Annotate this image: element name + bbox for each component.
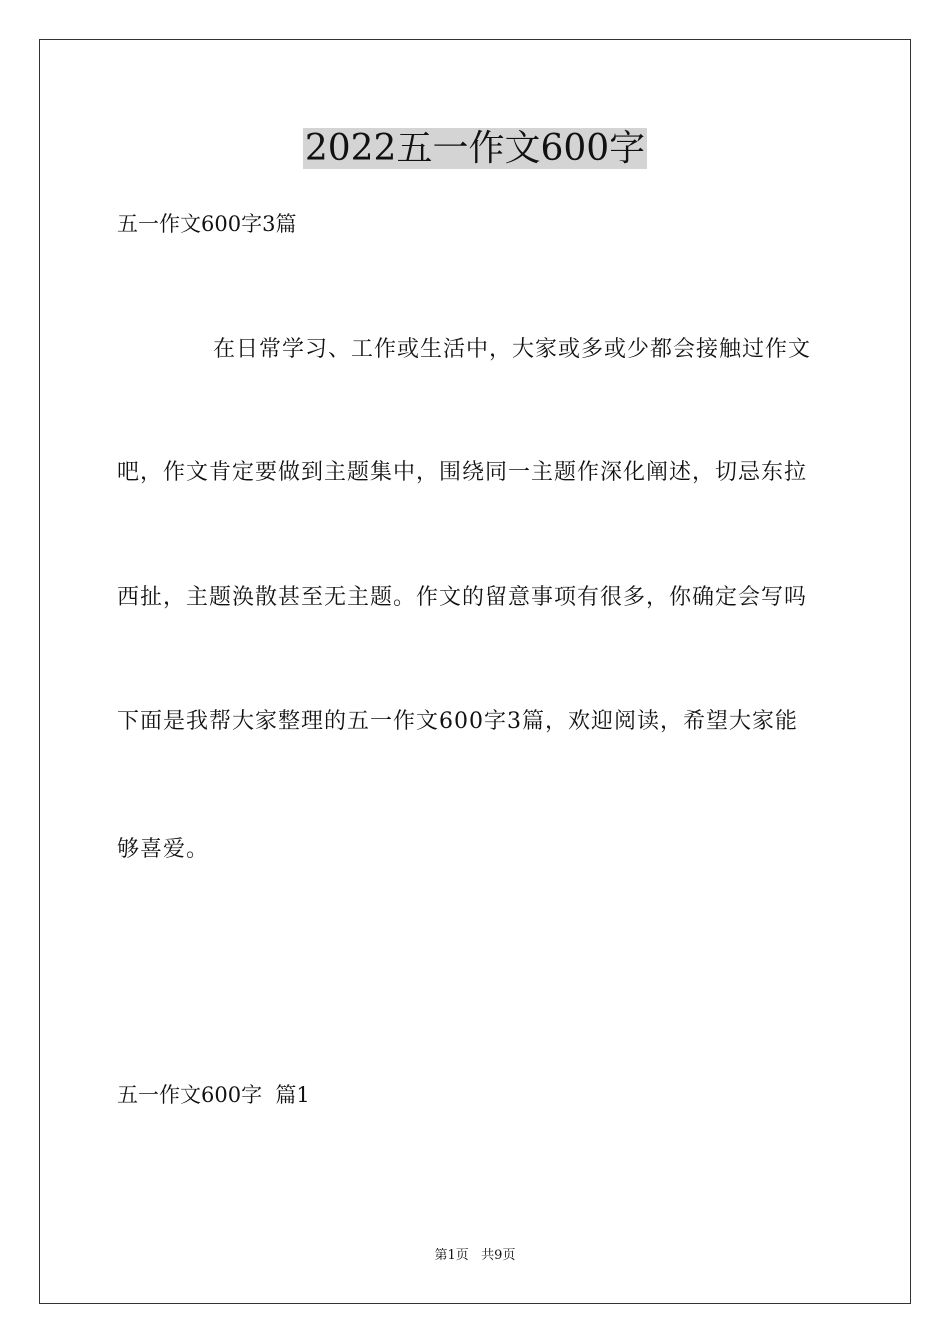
document-title (0, 127, 950, 171)
section-heading: 五一作文600字 篇1 (117, 1083, 310, 1107)
document-subtitle: 五一作文600字3篇 (117, 212, 297, 236)
page-indicator: 第1页 共9页 (434, 1248, 516, 1263)
paragraph-line: 吧，作文肯定要做到主题集中，围绕同一主题作深化阐述，切忌东拉 (117, 460, 808, 485)
paragraph-line: 下面是我帮大家整理的五一作文600字3篇，欢迎阅读，希望大家能 (117, 709, 798, 734)
paragraph-line: 在日常学习、工作或生活中，大家或多或少都会接触过作文 (213, 337, 812, 362)
paragraph-line: 西扯，主题涣散甚至无主题。作文的留意事项有很多，你确定会写吗 (117, 585, 808, 610)
document-title-text: 2022五一作文600字 (304, 128, 646, 169)
paragraph-line: 够喜爱。 (117, 837, 210, 862)
